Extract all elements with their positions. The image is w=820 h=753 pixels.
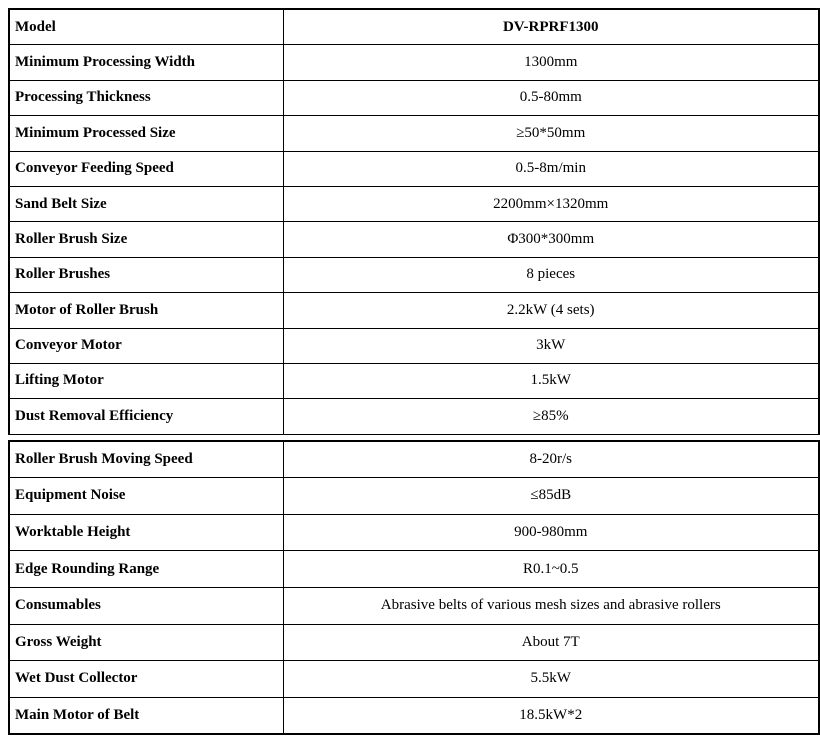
spec-value-cell: 0.5-80mm <box>283 80 819 115</box>
spec-label-cell: Consumables <box>9 588 283 625</box>
table-row <box>9 478 819 515</box>
spec-label-cell: Equipment Noise <box>9 478 283 515</box>
spec-label-cell: Motor of Roller Brush <box>9 293 283 328</box>
spec-value-cell: Abrasive belts of various mesh sizes and abrasive rollers <box>283 588 819 625</box>
spec-label-cell: Edge Rounding Range <box>9 551 283 588</box>
spec-table-part-1 <box>8 8 820 435</box>
spec-table-body <box>9 441 819 735</box>
spec-value-cell: R0.1~0.5 <box>283 551 819 588</box>
spec-label-cell: Conveyor Feeding Speed <box>9 151 283 186</box>
table-row <box>9 80 819 115</box>
spec-label-cell: Lifting Motor <box>9 363 283 398</box>
spec-table-part-2 <box>8 440 820 736</box>
spec-value-cell: ≥50*50mm <box>283 116 819 151</box>
spec-label-cell: Gross Weight <box>9 624 283 661</box>
spec-value-cell: 900-980mm <box>283 514 819 551</box>
spec-label-cell: Conveyor Motor <box>9 328 283 363</box>
table-row <box>9 9 819 45</box>
table-row <box>9 293 819 328</box>
table-row <box>9 151 819 186</box>
spec-value-cell: 2200mm×1320mm <box>283 186 819 221</box>
table-row <box>9 441 819 478</box>
spec-label-cell: Worktable Height <box>9 514 283 551</box>
spec-value-cell: 8-20r/s <box>283 441 819 478</box>
spec-label-cell: Sand Belt Size <box>9 186 283 221</box>
spec-value-cell: Φ300*300mm <box>283 222 819 257</box>
spec-label-cell: Wet Dust Collector <box>9 661 283 698</box>
table-row <box>9 624 819 661</box>
table-row <box>9 551 819 588</box>
spec-value-cell: 8 pieces <box>283 257 819 292</box>
spec-value-cell: 1300mm <box>283 45 819 80</box>
spec-value-cell: About 7T <box>283 624 819 661</box>
spec-label-cell: Minimum Processed Size <box>9 116 283 151</box>
spec-label-cell: Minimum Processing Width <box>9 45 283 80</box>
spec-label-cell: Roller Brush Size <box>9 222 283 257</box>
table-row <box>9 514 819 551</box>
spec-table-body <box>9 9 819 434</box>
table-row <box>9 363 819 398</box>
spec-value-cell: 18.5kW*2 <box>283 697 819 734</box>
table-row <box>9 257 819 292</box>
table-row <box>9 661 819 698</box>
table-row <box>9 399 819 434</box>
spec-value-cell: 5.5kW <box>283 661 819 698</box>
table-row <box>9 186 819 221</box>
table-row <box>9 45 819 80</box>
spec-value-cell: ≥85% <box>283 399 819 434</box>
spec-table-container <box>8 8 818 735</box>
table-row <box>9 116 819 151</box>
table-row <box>9 588 819 625</box>
spec-value-cell: DV-RPRF1300 <box>283 9 819 45</box>
spec-value-cell: 2.2kW (4 sets) <box>283 293 819 328</box>
spec-label-cell: Roller Brush Moving Speed <box>9 441 283 478</box>
table-row <box>9 697 819 734</box>
spec-value-cell: 3kW <box>283 328 819 363</box>
spec-value-cell: 0.5-8m/min <box>283 151 819 186</box>
spec-label-cell: Roller Brushes <box>9 257 283 292</box>
spec-label-cell: Model <box>9 9 283 45</box>
spec-label-cell: Dust Removal Efficiency <box>9 399 283 434</box>
table-row <box>9 222 819 257</box>
spec-value-cell: ≤85dB <box>283 478 819 515</box>
spec-label-cell: Main Motor of Belt <box>9 697 283 734</box>
spec-value-cell: 1.5kW <box>283 363 819 398</box>
table-row <box>9 328 819 363</box>
spec-label-cell: Processing Thickness <box>9 80 283 115</box>
